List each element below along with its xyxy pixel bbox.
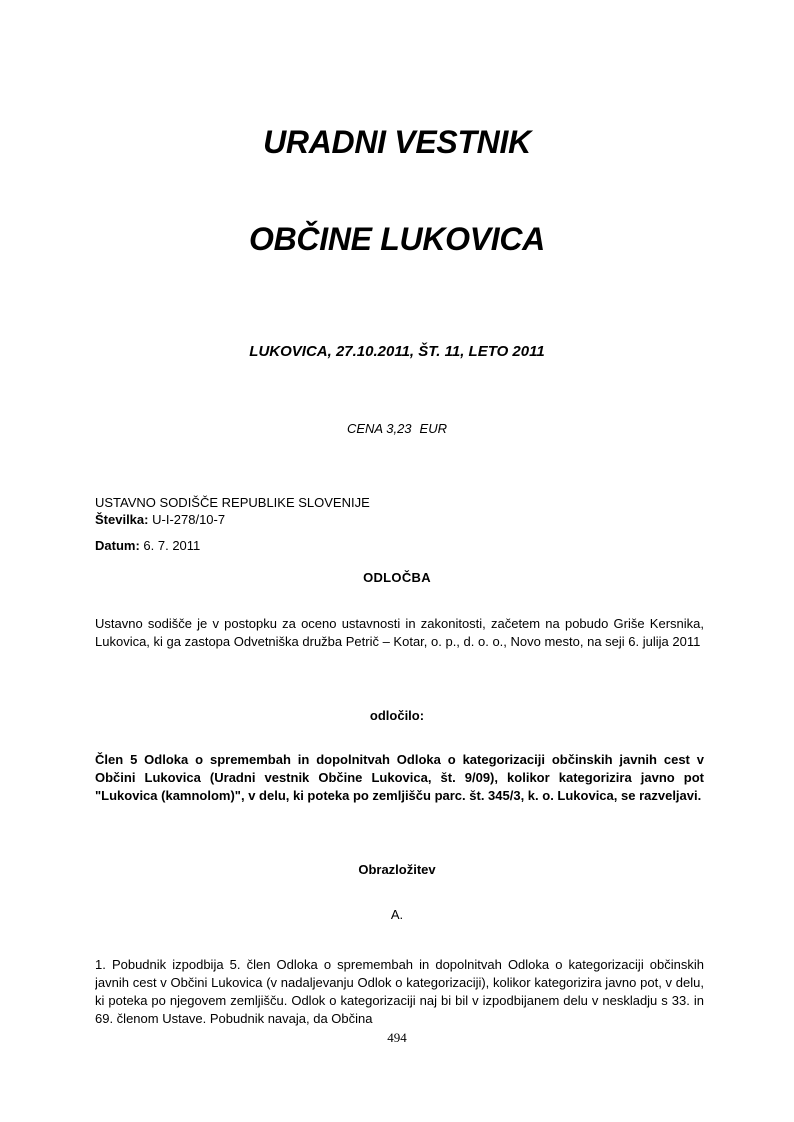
price-label: CENA 3,23 [346,421,412,436]
point-1-paragraph: 1. Pobudnik izpodbija 5. člen Odloka o spremembah in dopolnitvah Odloka o kategorizaciji občinskih javnih cest v Občini Lukovica (v nadaljevanju Odlok o kategorizaciji), kolikor kategorizira javno pot, v delu, ki poteka po njegovem zemljišču. Odlok o kategorizaciji naj bi bil v izpodbijanem delu v neskladju s 33. in 69. členom Ustave. Pobudnik navaja, da Občina [95,957,704,1026]
price-currency: EUR [419,421,447,436]
intro-paragraph: Ustavno sodišče je v postopku za oceno ustavnosti in zakonitosti, začetem na pobudo Griše Kersnika, Lukovica, ki ga zastopa Odvetniška družba Petrič – Kotar, o. p., d. o. o., Novo mesto, na seji 6. julija 2011 [95,616,704,649]
decision-heading: ODLOČBA [363,570,431,585]
issue-line: LUKOVICA, 27.10.2011, ŠT. 11, LETO 2011 [249,343,545,360]
case-number-value: U-I-278/10-7 [152,512,226,527]
court-name: USTAVNO SODIŠČE REPUBLIKE SLOVENIJE [95,495,370,510]
section-a-heading: A. [390,907,404,922]
reasoning-heading: Obrazložitev [358,862,436,877]
municipality-title: OBČINE LUKOVICA [249,221,545,257]
decision-date-label: Datum: [95,538,140,553]
decided-heading: odločilo: [369,708,425,723]
page-number: 494 [387,1030,407,1045]
price-line [0,421,794,436]
case-number [95,512,225,527]
gazette-title: URADNI VESTNIK [263,124,531,160]
case-number-label: Številka: [95,512,149,527]
decision-paragraph: Člen 5 Odloka o spremembah in dopolnitvah Odloka o kategorizaciji občinskih javnih cest v Občini Lukovica (Uradni vestnik Občine Lukovica, št. 9/09), kolikor kategorizira javno pot "Lukovica (kamnolom)", v delu, ki poteka po zemljišču parc. št. 345/3, k. o. Lukovica, se razveljavi. [95,752,704,803]
decision-date-value: 6. 7. 2011 [143,538,201,553]
decision-date [95,538,200,553]
